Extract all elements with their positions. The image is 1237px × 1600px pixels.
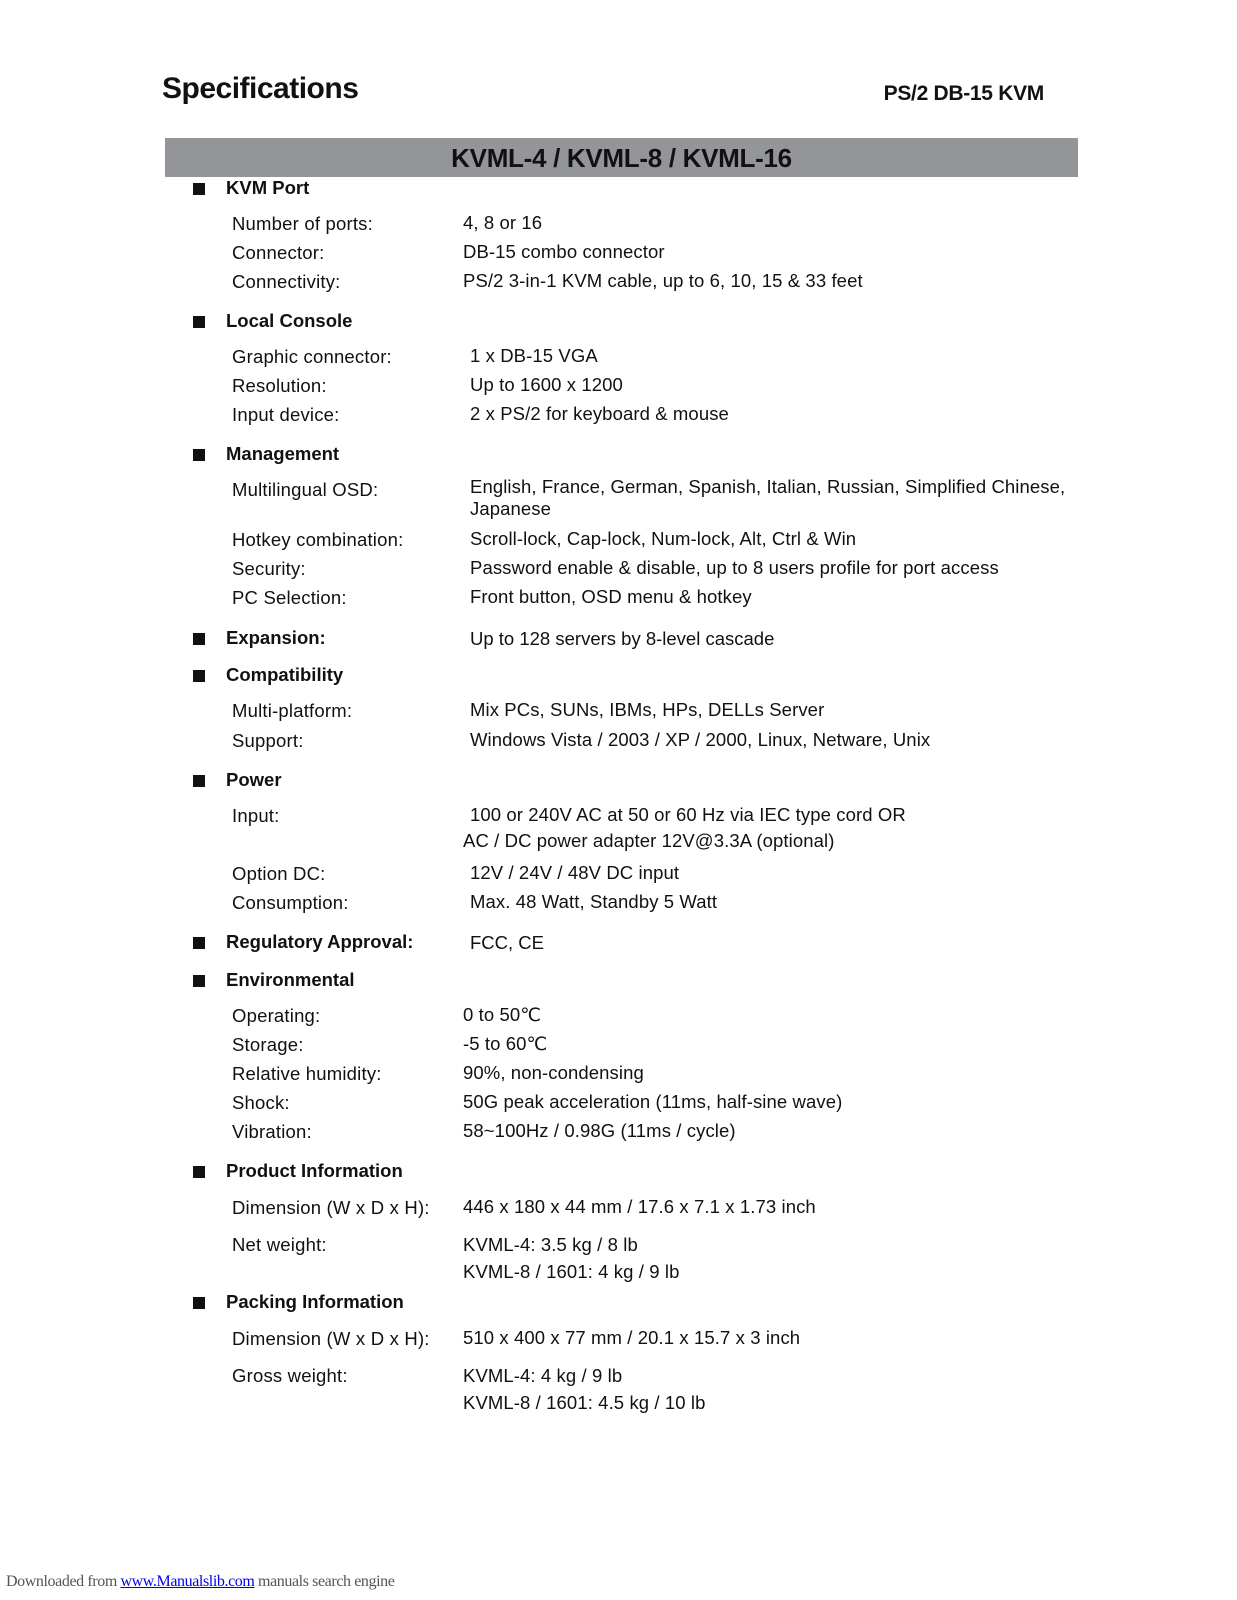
section-product-information	[0, 1160, 1237, 1184]
spec-value-line: Japanese	[470, 498, 552, 519]
spec-label: Consumption:	[232, 892, 349, 913]
section-title: Packing Information	[226, 1291, 404, 1312]
section-regulatory	[0, 931, 1237, 955]
spec-label: Support:	[232, 730, 304, 751]
section-power	[0, 769, 1237, 793]
bullet-icon	[193, 775, 205, 787]
spec-label: Shock:	[232, 1092, 290, 1113]
spec-value: PS/2 3-in-1 KVM cable, up to 6, 10, 15 & 33 feet	[463, 270, 863, 291]
spec-label: Input device:	[232, 404, 340, 425]
spec-value-line: KVML-4: 3.5 kg / 8 lb	[463, 1234, 638, 1255]
spec-value: Password enable & disable, up to 8 users profile for port access	[470, 557, 999, 578]
spec-value: 50G peak acceleration (11ms, half-sine wave)	[463, 1091, 843, 1112]
section-title: Management	[226, 443, 340, 464]
spec-label: Relative humidity:	[232, 1063, 382, 1084]
product-name: PS/2 DB-15 KVM	[883, 82, 1044, 105]
spec-value: 90%, non-condensing	[463, 1062, 644, 1083]
section-expansion	[0, 627, 1237, 651]
spec-value: Front button, OSD menu & hotkey	[470, 586, 752, 607]
spec-label: PC Selection:	[232, 587, 347, 608]
spec-label: Operating:	[232, 1005, 321, 1026]
spec-label: Number of ports:	[232, 213, 373, 234]
spec-value	[463, 1362, 706, 1416]
spec-label: Vibration:	[232, 1121, 312, 1142]
spec-label: Security:	[232, 558, 306, 579]
section-management	[0, 443, 1237, 467]
spec-label: Resolution:	[232, 375, 327, 396]
bullet-icon	[193, 316, 205, 328]
spec-value: 2 x PS/2 for keyboard & mouse	[470, 403, 729, 424]
spec-value: Max. 48 Watt, Standby 5 Watt	[470, 891, 718, 912]
footer-prefix: Downloaded from	[6, 1573, 121, 1590]
section-title: Power	[226, 769, 282, 790]
footer-suffix: manuals search engine	[254, 1573, 395, 1590]
section-title: Regulatory Approval:	[226, 931, 414, 952]
spec-value: 4, 8 or 16	[463, 212, 543, 233]
bullet-icon	[193, 183, 205, 195]
download-footer	[6, 1573, 394, 1591]
spec-label: Dimension (W x D x H):	[232, 1197, 430, 1218]
spec-label: Option DC:	[232, 863, 326, 884]
spec-value	[470, 476, 1065, 520]
spec-value: 100 or 240V AC at 50 or 60 Hz via IEC type cord OR	[470, 804, 906, 825]
spec-value	[463, 1231, 680, 1285]
bullet-icon	[193, 975, 205, 987]
spec-value: 446 x 180 x 44 mm / 17.6 x 7.1 x 1.73 inch	[463, 1196, 816, 1217]
spec-value: Up to 1600 x 1200	[470, 374, 623, 395]
section-title: Environmental	[226, 969, 355, 990]
spec-value: Scroll-lock, Cap-lock, Num-lock, Alt, Ctrl & Win	[470, 528, 857, 549]
section-packing-information	[0, 1291, 1237, 1315]
bullet-icon	[193, 1297, 205, 1309]
spec-value: 58~100Hz / 0.98G (11ms / cycle)	[463, 1120, 736, 1141]
bullet-icon	[193, 633, 205, 645]
spec-value: DB-15 combo connector	[463, 241, 665, 262]
spec-value: Mix PCs, SUNs, IBMs, HPs, DELLs Server	[470, 699, 825, 720]
spec-value: Up to 128 servers by 8-level cascade	[470, 628, 775, 649]
spec-value: 1 x DB-15 VGA	[470, 345, 598, 366]
bullet-icon	[193, 449, 205, 461]
spec-label: Multi-platform:	[232, 700, 353, 721]
spec-value: Windows Vista / 2003 / XP / 2000, Linux, Netware, Unix	[470, 729, 931, 750]
section-kvm-port	[0, 177, 1237, 201]
spec-value: 0 to 50℃	[463, 1004, 542, 1025]
manualslib-link[interactable]: www.Manualslib.com	[120, 1573, 255, 1590]
spec-label: Input:	[232, 805, 280, 826]
bullet-icon	[193, 937, 205, 949]
section-local-console	[0, 310, 1237, 334]
model-banner: KVML-4 / KVML-8 / KVML-16	[165, 138, 1078, 177]
spec-label: Multilingual OSD:	[232, 479, 379, 500]
bullet-icon	[193, 670, 205, 682]
spec-label: Connectivity:	[232, 271, 341, 292]
spec-label: Connector:	[232, 242, 325, 263]
section-title: Expansion:	[226, 627, 326, 648]
section-title: Local Console	[226, 310, 353, 331]
spec-value-line: KVML-4: 4 kg / 9 lb	[463, 1365, 623, 1386]
section-environmental	[0, 969, 1237, 993]
bullet-icon	[193, 1166, 205, 1178]
spec-value-line: KVML-8 / 1601: 4.5 kg / 10 lb	[463, 1392, 706, 1413]
spec-label: Net weight:	[232, 1234, 327, 1255]
spec-label: Storage:	[232, 1034, 304, 1055]
section-title: Compatibility	[226, 664, 344, 685]
spec-value: FCC, CE	[470, 932, 544, 953]
spec-value: AC / DC power adapter 12V@3.3A (optional)	[463, 830, 835, 851]
spec-value: 510 x 400 x 77 mm / 20.1 x 15.7 x 3 inch	[463, 1327, 801, 1348]
section-title: Product Information	[226, 1160, 403, 1181]
page-title: Specifications	[162, 72, 359, 105]
section-compatibility	[0, 664, 1237, 688]
spec-value-line: KVML-8 / 1601: 4 kg / 9 lb	[463, 1261, 680, 1282]
spec-value: -5 to 60℃	[463, 1033, 548, 1054]
spec-label: Dimension (W x D x H):	[232, 1328, 430, 1349]
spec-label: Hotkey combination:	[232, 529, 404, 550]
spec-value-line: English, France, German, Spanish, Italian, Russian, Simplified Chinese,	[470, 476, 1066, 497]
spec-value: 12V / 24V / 48V DC input	[470, 862, 680, 883]
spec-label: Gross weight:	[232, 1365, 348, 1386]
spec-label: Graphic connector:	[232, 346, 392, 367]
section-title: KVM Port	[226, 177, 310, 198]
